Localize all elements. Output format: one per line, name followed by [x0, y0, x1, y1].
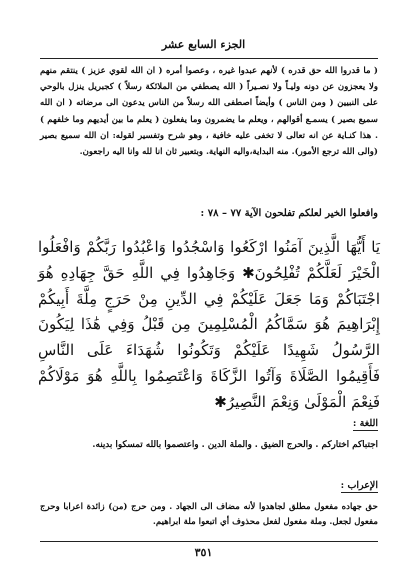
lugha-text: اجتباكم اختاركم . والحرج الضيق . والملة الدين . واعتصموا بالله تمسكوا بدينه.: [92, 440, 378, 450]
section-title: وافعلوا الخير لعلكم تفلحون الآية ٧٧ – ٧٨ :: [200, 208, 378, 219]
running-header: الجزء السابع عشر: [161, 38, 246, 51]
header-divider: [40, 58, 378, 59]
page-number: ٣٥١: [194, 546, 213, 559]
irab-text: حق جهاده مفعول مطلق لجاهدوا لأنه مضاف الى الجهاد . ومن حرج (من) زائدة اعرابا وحرج مفعول لجعل. وملة مفعول لفعل محذوف أي اتبعوا ملة ابراهيم.: [40, 502, 378, 527]
lugha-heading: [40, 418, 378, 429]
irab-heading-label: الإعراب :: [340, 480, 378, 491]
tafsir-text: ( ما قدروا الله حق قدره ) لأنهم عبدوا غيره ، وعصوا أمره ( ان الله لقوي عزيز ) ينتقم منهم ولا يعجزون عن دونه وليـاً ولا نصـيراً ( الله يصطفي من الملائكة رسلاً ) كجبريل ينزل بالوحي على النبيين ( ومن الناس ) وأيضاً اصطفى الله رسلاً من الناس يدعون الى مرضاته ( ان الله سميع بصير ) يسمـع أقوالهم ، ويعلم ما يضمرون وما يفعلون ( يعلم ما بين أيديهم وما خلفهم ) . هذا كنـاية عن انه تعالى لا تخفى عليه خافية ، وهو شرح وتفسير لقوله: ان الله سميع بصير (والى الله ترجع الأمور). منه البداية،واليه النهاية. وبتعبير ثان انا لله وانا اليه راجعون.: [40, 66, 378, 158]
irab-heading: [40, 480, 378, 491]
tafsir-paragraph: [40, 63, 378, 160]
footer-divider: [40, 541, 378, 542]
lugha-heading-label: اللغة :: [352, 418, 378, 429]
quran-verse-block: يَا أَيُّهَا الَّذِينَ آمَنُوا ارْكَعُوا وَاسْجُدُوا وَاعْبُدُوا رَبَّكُمْ وَافْعَلُوا الْخَيْرَ لَعَلَّكُمْ تُفْلِحُونَ✱ وَجَاهِدُوا فِي اللَّهِ حَقَّ جِهَادِهِ هُوَ اجْتَبَاكُمْ وَمَا جَعَلَ عَلَيْكُمْ فِي الدِّينِ مِنْ حَرَجٍ مِلَّةَ أَبِيكُمْ إِبْرَاهِيمَ هُوَ سَمَّاكُمُ الْمُسْلِمِينَ مِن قَبْلُ وَفِي هَٰذَا لِيَكُونَ الرَّسُولُ شَهِيدًا عَلَيْكُمْ وَتَكُونُوا شُهَدَاءَ عَلَى النَّاسِ فَأَقِيمُوا الصَّلَاةَ وَآتُوا الزَّكَاةَ وَاعْتَصِمُوا بِاللَّهِ هُوَ مَوْلَاكُمْ فَنِعْمَ الْمَوْلَىٰ وَنِعْمَ النَّصِيرُ✱: [38, 238, 380, 411]
